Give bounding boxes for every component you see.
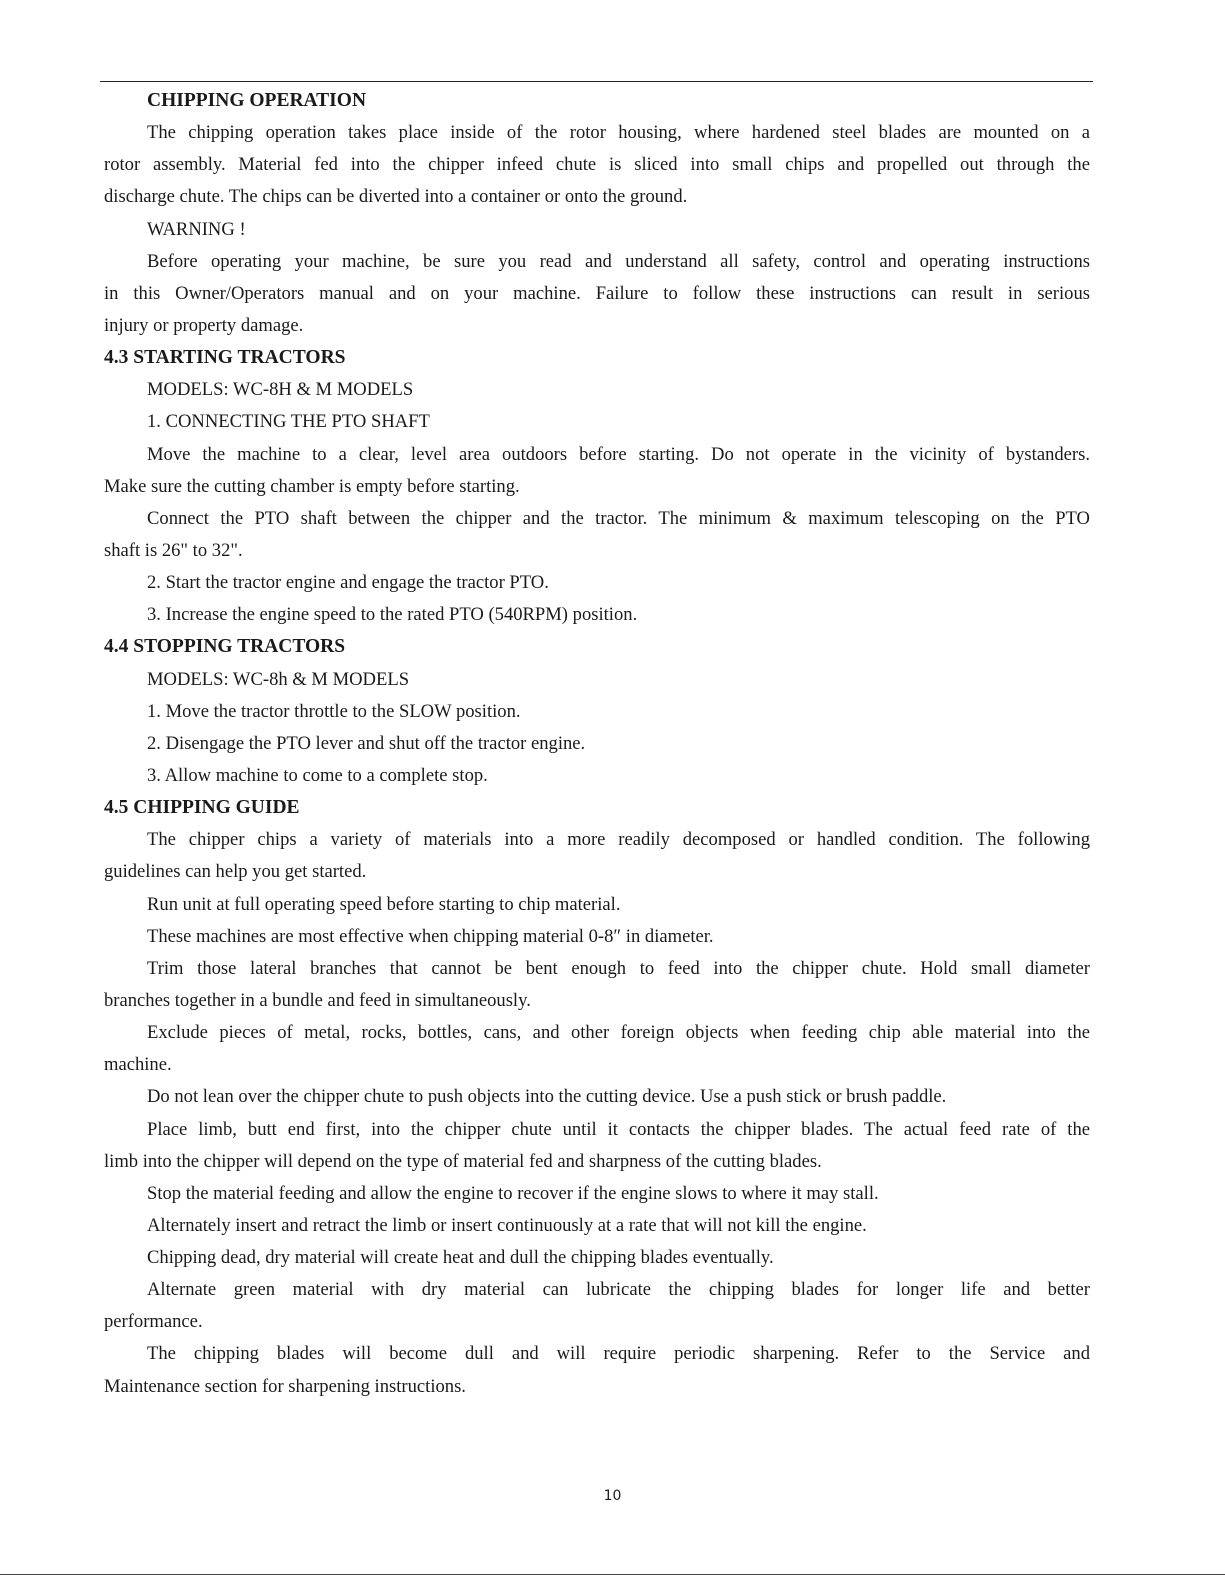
text-line: Alternately insert and retract the limb or insert continuously at a rate that will not kill the engine. <box>147 1214 867 1236</box>
text-line: 2. Start the tractor engine and engage the tractor PTO. <box>147 572 549 594</box>
text-line: injury or property damage. <box>104 314 304 336</box>
text-line: Exclude pieces of metal, rocks, bottles, cans, and other foreign objects when feeding chip able material into the <box>147 1022 1090 1044</box>
text-line: performance. <box>104 1311 203 1333</box>
text-line: Trim those lateral branches that cannot be bent enough to feed into the chipper chute. Hold small diameter <box>147 957 1090 979</box>
text-line: MODELS: WC-8h & M MODELS <box>147 668 410 690</box>
page-number: 10 <box>603 1488 622 1504</box>
section-heading: 4.5 CHIPPING GUIDE <box>104 797 300 819</box>
text-line: Place limb, butt end first, into the chipper chute until it contacts the chipper blades. The actual feed rate of the <box>147 1118 1090 1140</box>
text-line: Maintenance section for sharpening instructions. <box>104 1375 466 1397</box>
section-heading: 4.3 STARTING TRACTORS <box>104 347 346 369</box>
text-line: rotor assembly. Material fed into the chipper infeed chute is sliced into small chips and propelled out through the <box>104 154 1090 176</box>
text-line: branches together in a bundle and feed in simultaneously. <box>104 989 531 1011</box>
text-line: 3. Allow machine to come to a complete stop. <box>147 764 488 786</box>
text-line: 1. CONNECTING THE PTO SHAFT <box>147 411 430 433</box>
text-line: shaft is 26" to 32". <box>104 539 243 561</box>
text-line: guidelines can help you get started. <box>104 861 367 883</box>
text-line: Run unit at full operating speed before starting to chip material. <box>147 893 621 915</box>
text-line: limb into the chipper will depend on the type of material fed and sharpness of the cutting blades. <box>104 1150 822 1172</box>
footer-rule <box>0 1574 1225 1575</box>
text-line: 3. Increase the engine speed to the rated PTO (540RPM) position. <box>147 604 638 626</box>
page-body <box>104 85 1090 1403</box>
section-heading: 4.4 STOPPING TRACTORS <box>104 636 346 658</box>
text-line: Chipping dead, dry material will create heat and dull the chipping blades eventually. <box>147 1247 774 1269</box>
text-line: in this Owner/Operators manual and on your machine. Failure to follow these instructions can result in serious <box>104 282 1090 304</box>
text-line: Move the machine to a clear, level area outdoors before starting. Do not operate in the vicinity of bystanders. <box>147 443 1090 465</box>
text-line: Before operating your machine, be sure you read and understand all safety, control and operating instructions <box>147 250 1090 272</box>
section-heading: CHIPPING OPERATION <box>147 90 367 111</box>
text-line: MODELS: WC-8H & M MODELS <box>147 379 414 401</box>
text-line: discharge chute. The chips can be diverted into a container or onto the ground. <box>104 186 688 208</box>
text-line: WARNING ! <box>147 218 246 240</box>
text-line: 2. Disengage the PTO lever and shut off the tractor engine. <box>147 732 586 754</box>
header-rule <box>100 81 1093 82</box>
text-line: The chipping blades will become dull and will require periodic sharpening. Refer to the Service and <box>147 1343 1090 1365</box>
text-line: machine. <box>104 1054 172 1076</box>
text-line: Alternate green material with dry material can lubricate the chipping blades for longer life and better <box>147 1279 1090 1301</box>
text-line: The chipper chips a variety of materials into a more readily decomposed or handled condition. The following <box>147 829 1090 851</box>
text-line: Do not lean over the chipper chute to push objects into the cutting device. Use a push stick or brush paddle. <box>147 1086 947 1108</box>
text-line: The chipping operation takes place inside of the rotor housing, where hardened steel blades are mounted on a <box>147 122 1090 144</box>
text-line: 1. Move the tractor throttle to the SLOW position. <box>147 700 521 722</box>
text-line: Make sure the cutting chamber is empty before starting. <box>104 475 520 497</box>
text-line: These machines are most effective when chipping material 0-8″ in diameter. <box>147 925 714 947</box>
text-line: Connect the PTO shaft between the chipper and the tractor. The minimum & maximum telescoping on the PTO <box>147 507 1090 529</box>
text-line: Stop the material feeding and allow the engine to recover if the engine slows to where it may stall. <box>147 1182 879 1204</box>
